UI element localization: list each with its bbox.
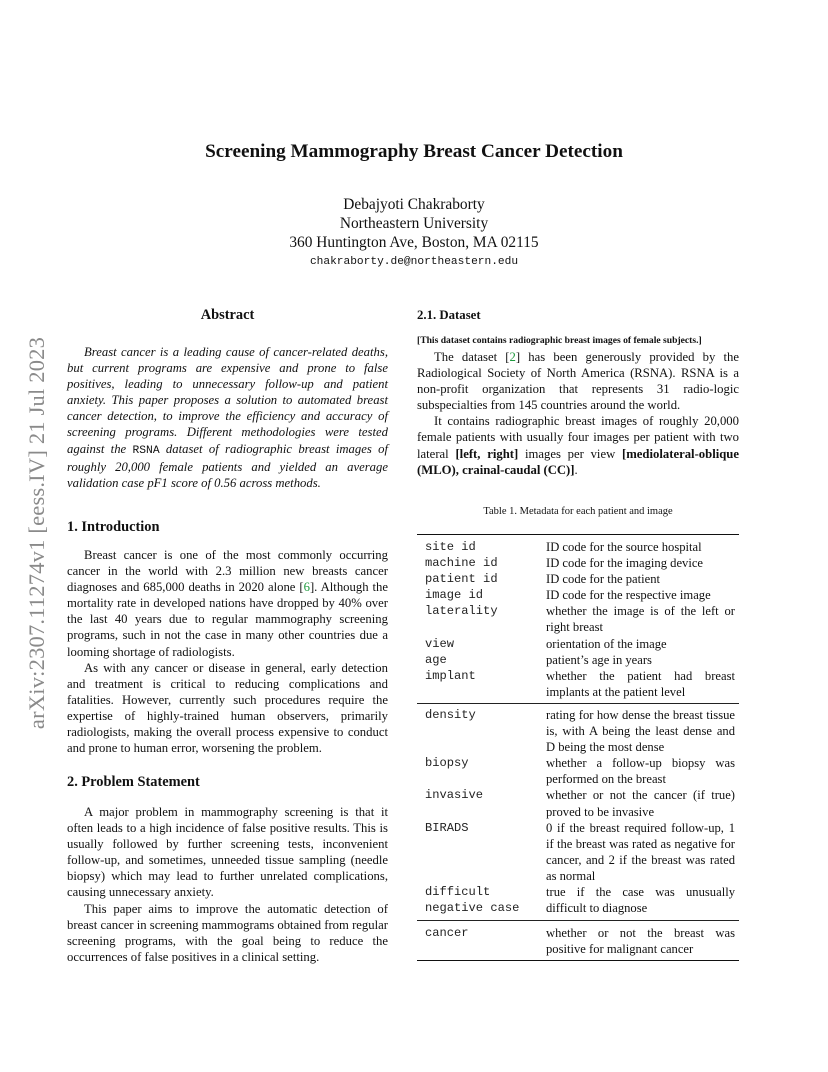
table-caption: Table 1. Metadata for each patient and image — [483, 506, 673, 517]
arxiv-identifier — [22, 294, 52, 772]
introduction-body — [67, 547, 388, 756]
table-group-3 — [417, 925, 739, 957]
metadata-key: invasive — [425, 788, 484, 803]
table-row — [417, 820, 739, 884]
problem-body — [67, 804, 388, 965]
paper-title: Screening Mammography Breast Cancer Detection — [205, 141, 623, 162]
table-row — [417, 539, 739, 555]
table-rule-1 — [417, 703, 739, 704]
table-row — [417, 755, 739, 787]
table-group-2 — [417, 707, 739, 916]
metadata-description: true if the case was unusually difficult to diagnose — [546, 885, 735, 916]
table-rule-top — [417, 534, 739, 535]
table-rule-2 — [417, 920, 739, 921]
metadata-key: age — [425, 652, 447, 667]
dataset-paragraph-2: It contains radiographic breast images of roughly 20,000 female patients with usually four images per patient with two lateral [left, right] images per view [mediolateral-oblique (MLO), crainal-caudal (CC)]. — [417, 414, 739, 477]
table-row — [417, 707, 739, 755]
table-rule-bottom — [417, 960, 739, 961]
metadata-description: orientation of the image — [546, 636, 667, 651]
metadata-description: whether the image is of the left or right breast — [546, 604, 735, 635]
metadata-description: ID code for the source hospital — [546, 540, 702, 554]
metadata-key: machine id — [425, 556, 498, 571]
metadata-key: patient id — [425, 572, 498, 587]
table-row — [417, 668, 739, 700]
table-row — [417, 603, 739, 635]
table-row — [417, 652, 739, 668]
abstract-heading: Abstract — [200, 307, 255, 323]
author-affiliation: Northeastern University — [339, 215, 489, 232]
metadata-key: difficult negative case — [425, 885, 520, 916]
metadata-description: ID code for the patient — [546, 572, 660, 587]
author-address: 360 Huntington Ave, Boston, MA 02115 — [289, 234, 539, 251]
citation-link[interactable]: 2 — [509, 350, 516, 364]
metadata-description: whether the patient had breast implants at the patient level — [546, 668, 735, 699]
problem-paragraph-1: A major problem in mammography screening is that it often leads to a high incidence of false positive results. This is usually followed by further screening tests, inconvenient follow-up, and sometimes, unneeded tissue sampling (needle biopsy) which may lead to further unrelated complications, causing unnecessary anxiety. — [67, 805, 388, 900]
table-row — [417, 571, 739, 587]
metadata-key: view — [425, 636, 455, 651]
table-row — [417, 787, 739, 819]
metadata-key: BIRADS — [425, 820, 469, 835]
metadata-table — [417, 534, 739, 964]
author-email[interactable]: chakraborty.de@northeastern.edu — [309, 256, 519, 268]
introduction-heading: 1. Introduction — [67, 519, 160, 535]
metadata-description: whether or not the cancer (if true) proved to be invasive — [546, 788, 735, 819]
metadata-description: whether a follow-up biopsy was performed on the breast — [546, 756, 735, 787]
metadata-key: density — [425, 708, 476, 722]
table-group-1 — [417, 539, 739, 700]
metadata-description: 0 if the breast required follow-up, 1 if the breast was rated as negative for cancer, and 2 if the breast was rated as normal — [546, 820, 735, 883]
dataset-heading: 2.1. Dataset — [417, 308, 481, 322]
metadata-key: image id — [425, 588, 484, 603]
table-row — [417, 884, 739, 916]
arxiv-id-text: arXiv:2307.11274v1 [eess.IV] 21 Jul 2023 — [24, 336, 49, 730]
metadata-key: site id — [425, 540, 476, 554]
metadata-key: cancer — [425, 926, 469, 940]
metadata-description: whether or not the breast was positive for malignant cancer — [546, 926, 735, 957]
metadata-key: laterality — [425, 604, 498, 619]
intro-paragraph-1: Breast cancer is one of the most commonly occurring cancer in the world with 2.3 million new breasts cancer diagnoses and 685,000 deaths in 2020 alone [6]. Although the mortality rate in developed nations have dropped by 40% over the last 40 years due to regular mammography screening programs, such in not the case in many other countries due a looming shortage of radiologists. — [67, 548, 388, 659]
table-row — [417, 555, 739, 571]
problem-heading: 2. Problem Statement — [67, 774, 200, 790]
abstract-body: Breast cancer is a leading cause of cancer-related deaths, but current programs are expensive and prone to false positives, leading to unnecessary follow-up and patient anxiety. This paper proposes a solution to automated breast cancer detection, to improve the efficiency and accuracy of screening programs. Different methodologies were tested against the RSNA dataset of radiographic breast images of roughly 20,000 female patients and yielded an average validation case pF1 score of 0.56 across methods. — [67, 345, 388, 490]
metadata-description: ID code for the respective image — [546, 588, 711, 603]
rsna-code: RSNA — [132, 444, 160, 457]
problem-paragraph-2: This paper aims to improve the automatic detection of breast cancer in screening mammograms obtained from regular screening programs, with the goal being to reduce the occurrences of false positives in a clinical setting. — [67, 901, 388, 964]
dataset-body — [417, 349, 739, 478]
table-row — [417, 925, 739, 957]
metadata-key: biopsy — [425, 756, 469, 771]
metadata-description: rating for how dense the breast tissue is, with A being the least dense and D being the most dense — [546, 708, 735, 755]
metadata-description: ID code for the imaging device — [546, 556, 704, 571]
author-name: Debajyoti Chakraborty — [343, 196, 485, 213]
table-row — [417, 587, 739, 603]
dataset-paragraph-1: The dataset [2] has been generously provided by the Radiological Society of North America (RSNA). RSNA is a non-profit organization that represents 31 radio-logic subspecialties from 145 countries around the world. — [417, 350, 739, 413]
dataset-note: [This dataset contains radiographic breast images of female subjects.] — [417, 335, 702, 346]
metadata-description: patient’s age in years — [546, 652, 652, 667]
citation-link[interactable]: 6 — [303, 580, 310, 595]
table-row — [417, 636, 739, 652]
intro-paragraph-2: As with any cancer or disease in general, early detection and treatment is critical to reducing complications and fatalities. However, currently such procedures require the expertise of highly-trained human observers, primarily radiologists, making the overall process expensive to conduct and prone to human error, worsening the problem. — [67, 660, 388, 756]
metadata-key: implant — [425, 668, 476, 683]
